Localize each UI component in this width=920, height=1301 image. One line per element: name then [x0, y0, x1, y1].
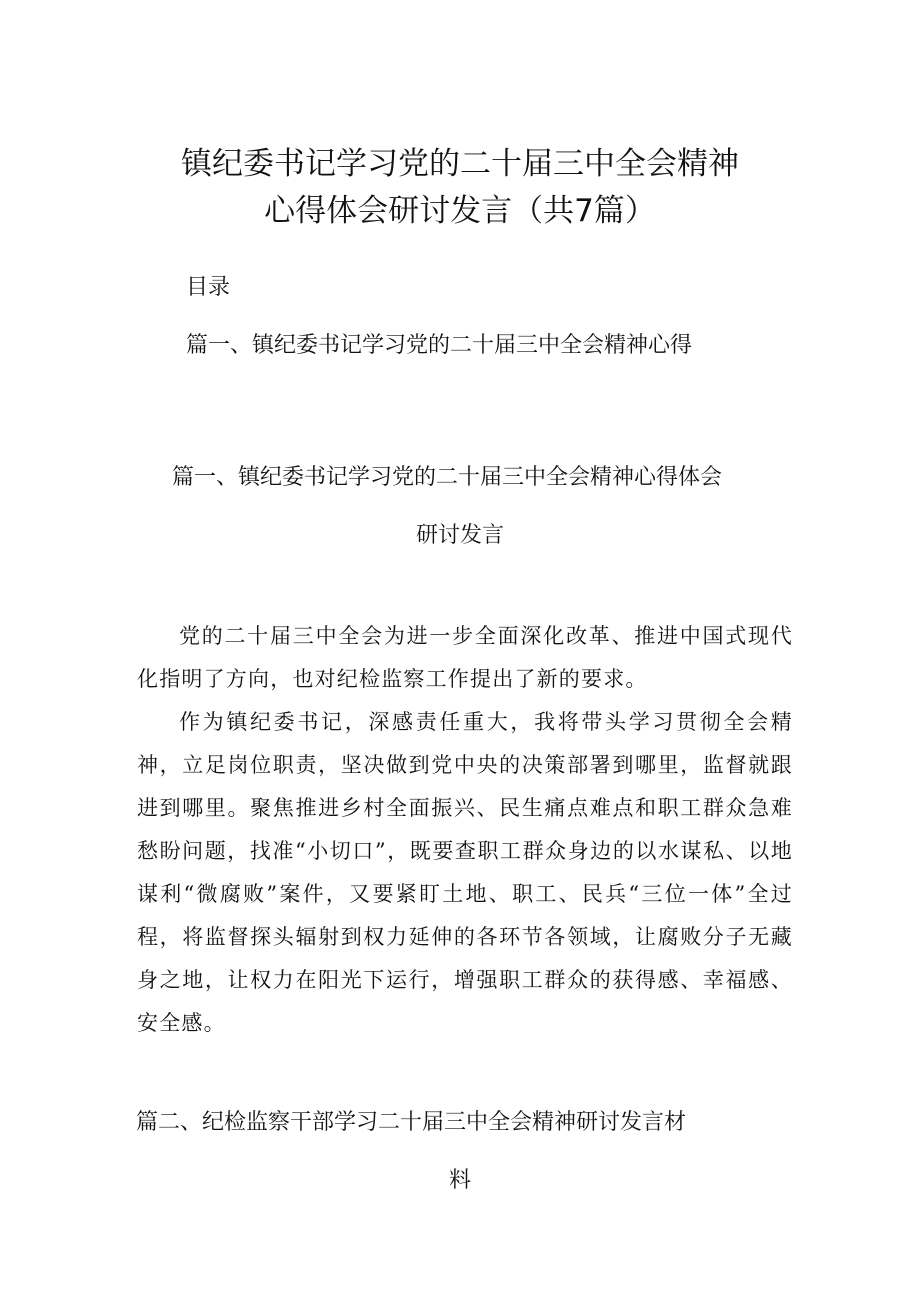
section1-paragraph-2 [137, 701, 793, 1045]
paragraph-text: 党的二十届三中全会为进一步全面深化改革、推进中国式现代化指明了方向，也对纪检监察工作提出了新的要求。 [137, 624, 793, 691]
section2-heading-line1: 篇二、纪检监察干部学习二十届三中全会精神研讨发言材 [136, 1110, 687, 1135]
section1-paragraph-1 [137, 615, 793, 701]
section2-heading-line2: 料 [448, 1168, 471, 1193]
toc-item-1[interactable]: 篇一、镇纪委书记学习党的二十届三中全会精神心得 [186, 333, 693, 358]
paragraph-text: 作为镇纪委书记，深感责任重大，我将带头学习贯彻全会精神，立足岗位职责，坚决做到党中央的决策部署到哪里，监督就跟进到哪里。聚焦推进乡村全面振兴、民生痛点难点和职工群众急难愁盼问题，找准“小切口”，既要查职工群众身边的以水谋私、以地谋利“微腐败”案件，又要紧盯土地、职工、民兵“三位一体”全过程，将监督探头辐射到权力延伸的各环节各领域，让腐败分子无藏身之地，让权力在阳光下运行，增强职工群众的获得感、幸福感、安全感。 [137, 710, 793, 1035]
document-title-line2: 心得体会研讨发言（共7篇） [264, 193, 656, 229]
section1-heading-line2: 研讨发言 [415, 523, 504, 548]
toc-label: 目录 [186, 275, 231, 300]
document-title-line1: 镇纪委书记学习党的二十届三中全会精神 [181, 146, 739, 182]
section1-heading-line1: 篇一、镇纪委书记学习党的二十届三中全会精神心得体会 [172, 465, 723, 490]
